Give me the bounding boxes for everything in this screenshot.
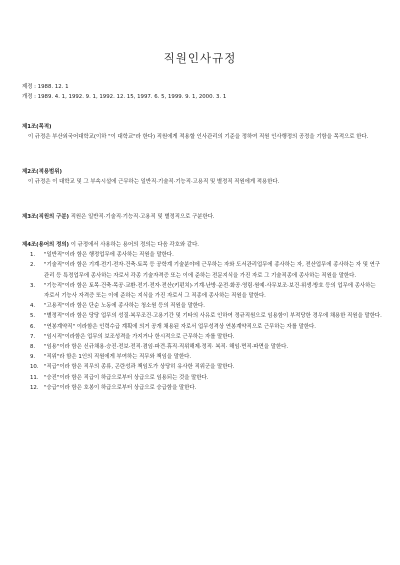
item-number: 9. (30, 354, 36, 361)
item-text: "기능직"이라 함은 토목·건축·목공·교환·전기·전자·전산(키펀치)·기계·난방·운전·화공·영림·원예·사무보조·보건·위생·방호 등의 업무에 종사하는 자로서 기능사 자격증 또는 이에 준하는 지식을 가진 자로서 그 직종에 종사하는 직원을 말한다. (44, 282, 376, 300)
item-text: "일반직"이라 함은 행정업무에 종사하는 직원을 말한다. (44, 252, 174, 259)
list-item (22, 352, 382, 362)
item-text: "별정직"이라 함은 당당 업무의 성질·복무조건·고용기간 및 기타의 사유로 인하여 정규직원으로 임용함이 부적당한 경우에 채용한 직원을 말한다. (44, 313, 382, 320)
definition-list (22, 250, 382, 393)
item-text: "승급"이라 함은 호봉이 하급으로부터 상급으로 승급함을 말한다. (44, 384, 197, 391)
article-2 (22, 167, 382, 187)
article-1 (22, 122, 382, 142)
article-3-heading: 제3조(직원의 구분) (22, 214, 70, 220)
item-number: 7. (30, 333, 36, 340)
article-2-heading: 제2조(적용범위) (22, 169, 62, 175)
item-number: 4. (30, 303, 36, 310)
list-item (22, 250, 382, 260)
article-3 (22, 212, 382, 222)
list-item (22, 260, 382, 280)
item-number: 10. (30, 364, 39, 371)
item-text: "기술직"이라 함은 기계·전기·전자·건축·토목 등 공학계 기술분야에 근무하는 자와 도서관리업무에 종사하는 자, 전산업무에 종사하는 자 및 연구관리 등 특정업무에 종사하는 자로서 각종 기술자격증 또는 이에 준하는 전문지식을 가진 자로 그 기술직종에 종사하는 직원을 말한다. (44, 262, 381, 279)
item-text: "직급"이라 함은 직무의 종류, 곤란성과 책임도가 상당히 유사한 직위군을 말한다. (44, 364, 235, 371)
item-text: "직위"라 함은 1인의 직원에게 부여하는 직무와 책임을 말한다. (44, 354, 192, 361)
list-item (22, 383, 382, 393)
item-text: "연봉계약직" 이라함은 인력수급 계획에 의거 공개 채용된 자로서 업무성격상 연봉계약직으로 근무하는 자를 말한다. (44, 323, 316, 330)
item-number: 3. (30, 282, 36, 289)
item-number: 8. (30, 344, 36, 351)
list-item (22, 332, 382, 342)
list-item (22, 342, 382, 352)
item-text: "고용직"이라 함은 단순 노동에 종사하는 청소원 등의 직원을 말한다. (44, 303, 205, 310)
article-4-text: 이 규정에서 사용하는 용어의 정의는 다음 각호와 같다. (69, 242, 199, 248)
amendment-dates: 개정 : 1989. 4. 1, 1992. 9. 1, 1992. 12. 15, 1997. 6. 5, 1999. 9. 1, 2000. 3. 1 (22, 94, 227, 100)
revision-history (22, 82, 226, 102)
list-item (22, 373, 382, 383)
list-item (22, 322, 382, 332)
article-4-heading: 제4조(용어의 정의) (22, 242, 70, 248)
item-number: 1. (30, 252, 36, 259)
item-number: 11. (30, 374, 39, 381)
item-number: 2. (30, 262, 36, 269)
item-number: 6. (30, 323, 36, 330)
item-number: 5. (30, 313, 36, 320)
item-text: "임시직"이라함은 업무의 보조성격을 가지거나 한시적으로 근무하는 자를 말한다. (44, 333, 235, 340)
list-item (22, 311, 382, 321)
article-4 (22, 240, 382, 393)
item-text: "임용"이라 함은 신규채용·승진·전보·전직·겸임·파견·휴직·직위해제·정직· 복직· 해임·면직·파면을 말한다. (44, 344, 289, 351)
item-text: "승진"이라 함은 직급이 하급으로부터 상급으로 임용되는 것을 말한다. (44, 374, 209, 381)
list-item (22, 362, 382, 372)
list-item (22, 281, 382, 301)
article-2-text: 이 규정은 이 대학교 및 그 부속시설에 근무하는 일반직·기술직·기능직·고용직 및 별정직 직원에게 적용한다. (28, 179, 280, 186)
article-1-text: 이 규정은 부산외국어대학교(이하 "이 대학교"라 한다) 직원에게 적용할 인사관리의 기준을 정하여 직원 인사행정의 공정을 기함을 목적으로 한다. (28, 134, 369, 141)
enactment-date: 제정 : 1988. 12. 1 (22, 84, 69, 90)
article-1-heading: 제1조(목적) (22, 124, 52, 130)
article-3-text: 직원은 일반직·기술직·기능직·고용직 및 별정직으로 구분한다. (69, 214, 215, 220)
document-title: 직원인사규정 (163, 51, 237, 65)
item-number: 12. (30, 384, 39, 391)
list-item (22, 301, 382, 311)
